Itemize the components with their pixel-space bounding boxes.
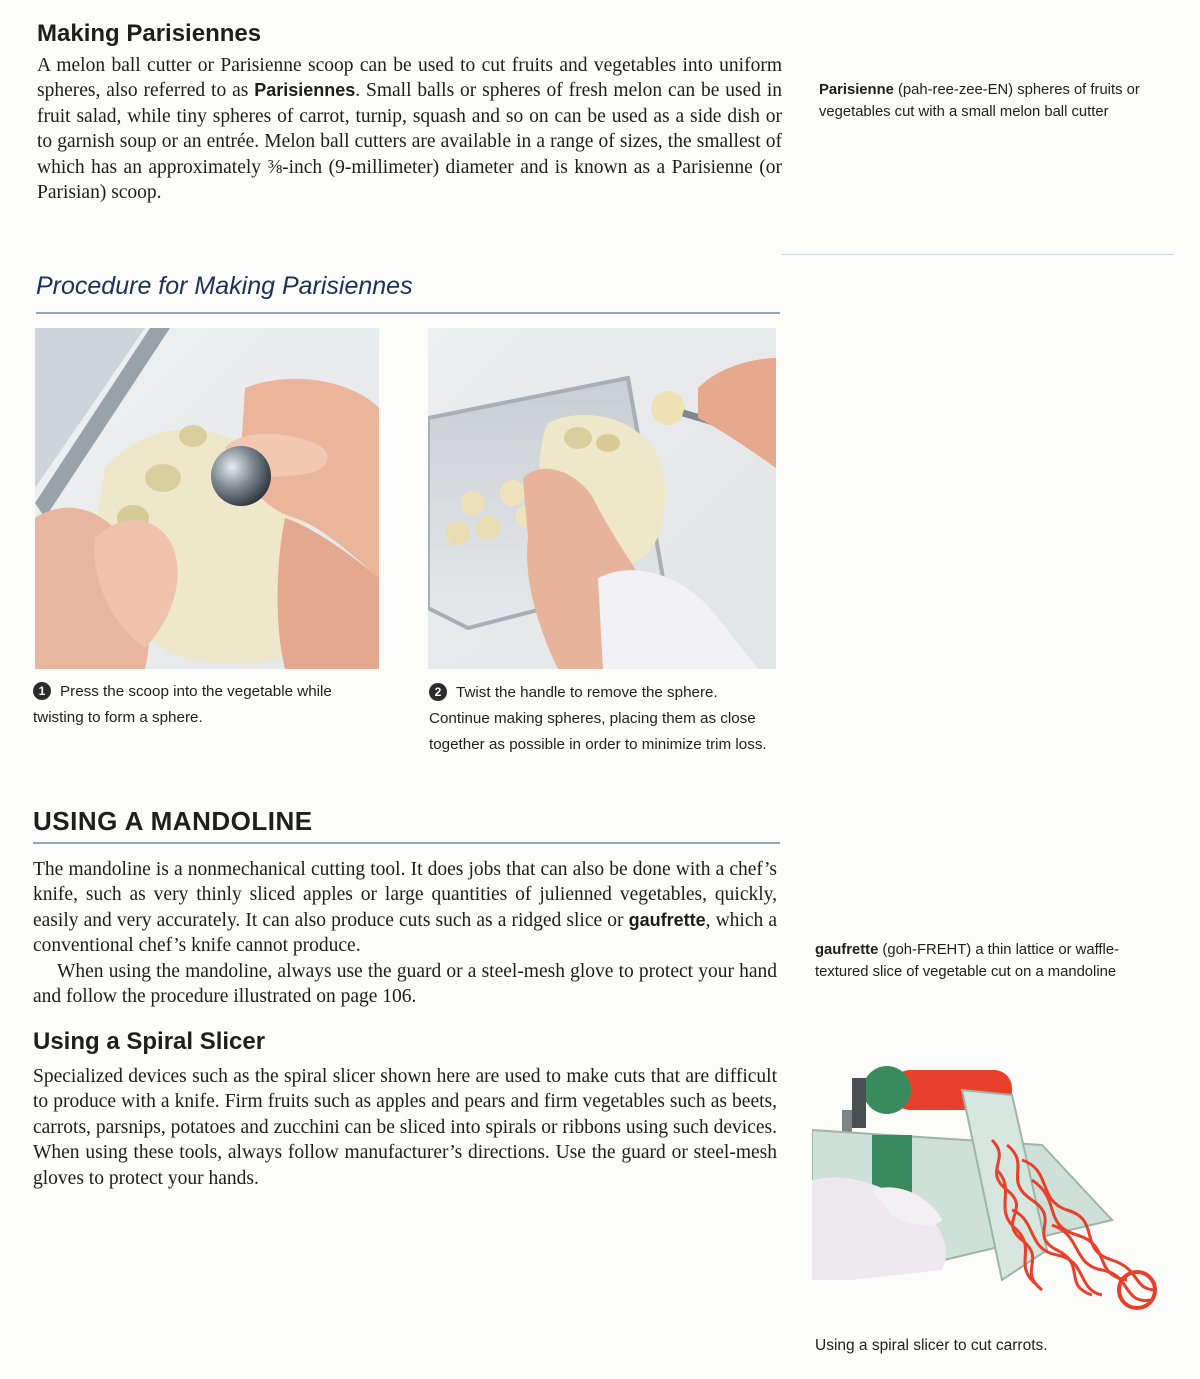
step-text-1: Press the scoop into the vegetable while twisting to form a sphere.: [33, 683, 332, 726]
divider-line: [782, 254, 1174, 255]
photo-press-scoop-illustration: [35, 328, 379, 669]
procedure-title-rule: [36, 312, 780, 314]
text-run: A melon ball cutter or Parisienne scoop can be used to cut fruits and vegetables into uniform spheres, also referred to as: [37, 55, 782, 102]
text-run: . Small balls or spheres of fresh melon can be used in fruit salad, while tiny spheres of carrot, turnip, squash and so on can be used as a side dish or to garnish soup or an entrée. Melon ball cutters are available in a range of sizes, the smallest of which has an approximately ⅜-inch (9-millimeter) diameter and is known as a Parisienne (or Parisian) scoop.: [37, 80, 782, 204]
term-parisiennes: Parisiennes: [254, 80, 356, 101]
section-title-rule: [33, 842, 780, 844]
section-title-making-parisiennes: Making Parisiennes: [37, 20, 262, 47]
sidebar-term: Parisienne: [819, 82, 894, 98]
sidebar-definition-text: (pah-ree-zee-EN) spheres of fruits or vegetables cut with a small melon ball cutter: [819, 82, 1140, 120]
step-text-2: Twist the handle to remove the sphere. Continue making spheres, placing them as close together as possible in order to minimize trim loss.: [429, 684, 767, 753]
step-number-1: 1: [33, 682, 51, 700]
photo-twist-handle: [428, 328, 776, 669]
sidebar-definition-parisienne: [819, 79, 1169, 123]
sidebar-term: gaufrette: [815, 942, 879, 958]
paragraph-mandoline: [33, 857, 777, 1009]
section-title-spiral-slicer: Using a Spiral Slicer: [33, 1028, 266, 1055]
sidebar-definition-gaufrette: [815, 939, 1145, 983]
step-caption-1: [33, 679, 373, 731]
photo-twist-handle-illustration: [428, 328, 776, 669]
text-run: The mandoline is a nonmechanical cutting tool. It does jobs that can also be done with a chef’s knife, such as very thinly sliced apples or large quantities of julienned vegetables, quickly, easily and very accurately. It can also produce cuts such as a ridged slice or: [33, 859, 777, 931]
paragraph-spiral-slicer: [33, 1064, 777, 1191]
step-caption-2: [429, 680, 774, 758]
step-number-2: 2: [429, 683, 447, 701]
spiral-caption: Using a spiral slicer to cut carrots.: [815, 1337, 1048, 1354]
photo-spiral-slicer: [812, 1050, 1174, 1322]
paragraph-making-parisiennes: [37, 53, 782, 205]
text-run: , which a conventional chef’s knife cannot produce.: [33, 909, 778, 957]
photo-press-scoop: [35, 328, 379, 669]
procedure-title: Procedure for Making Parisiennes: [36, 272, 413, 300]
term-gaufrette: gaufrette: [628, 909, 706, 930]
photo-spiral-slicer-illustration: [812, 1050, 1174, 1322]
section-title-using-a-mandoline: USING A MANDOLINE: [33, 806, 313, 836]
sidebar-definition-text: (goh-FREHT) a thin lattice or waffle-textured slice of vegetable cut on a mandoline: [815, 942, 1119, 980]
paragraph-spiral-slicer-text: Specialized devices such as the spiral slicer shown here are used to make cuts that are difficult to produce with a knife. Firm fruits such as apples and pears and firm vegetables such as beets, carrots, parsnips, potatoes and zucchini can be sliced into spirals or ribbons using such devices. When using these tools, always follow manufacturer’s directions. Use the guard or steel-mesh gloves to protect your hands.: [33, 1066, 777, 1189]
paragraph-mandoline-guard: When using the mandoline, always use the guard or a steel-mesh glove to protect your hand and follow the procedure illustrated on page 106.: [33, 960, 777, 1008]
